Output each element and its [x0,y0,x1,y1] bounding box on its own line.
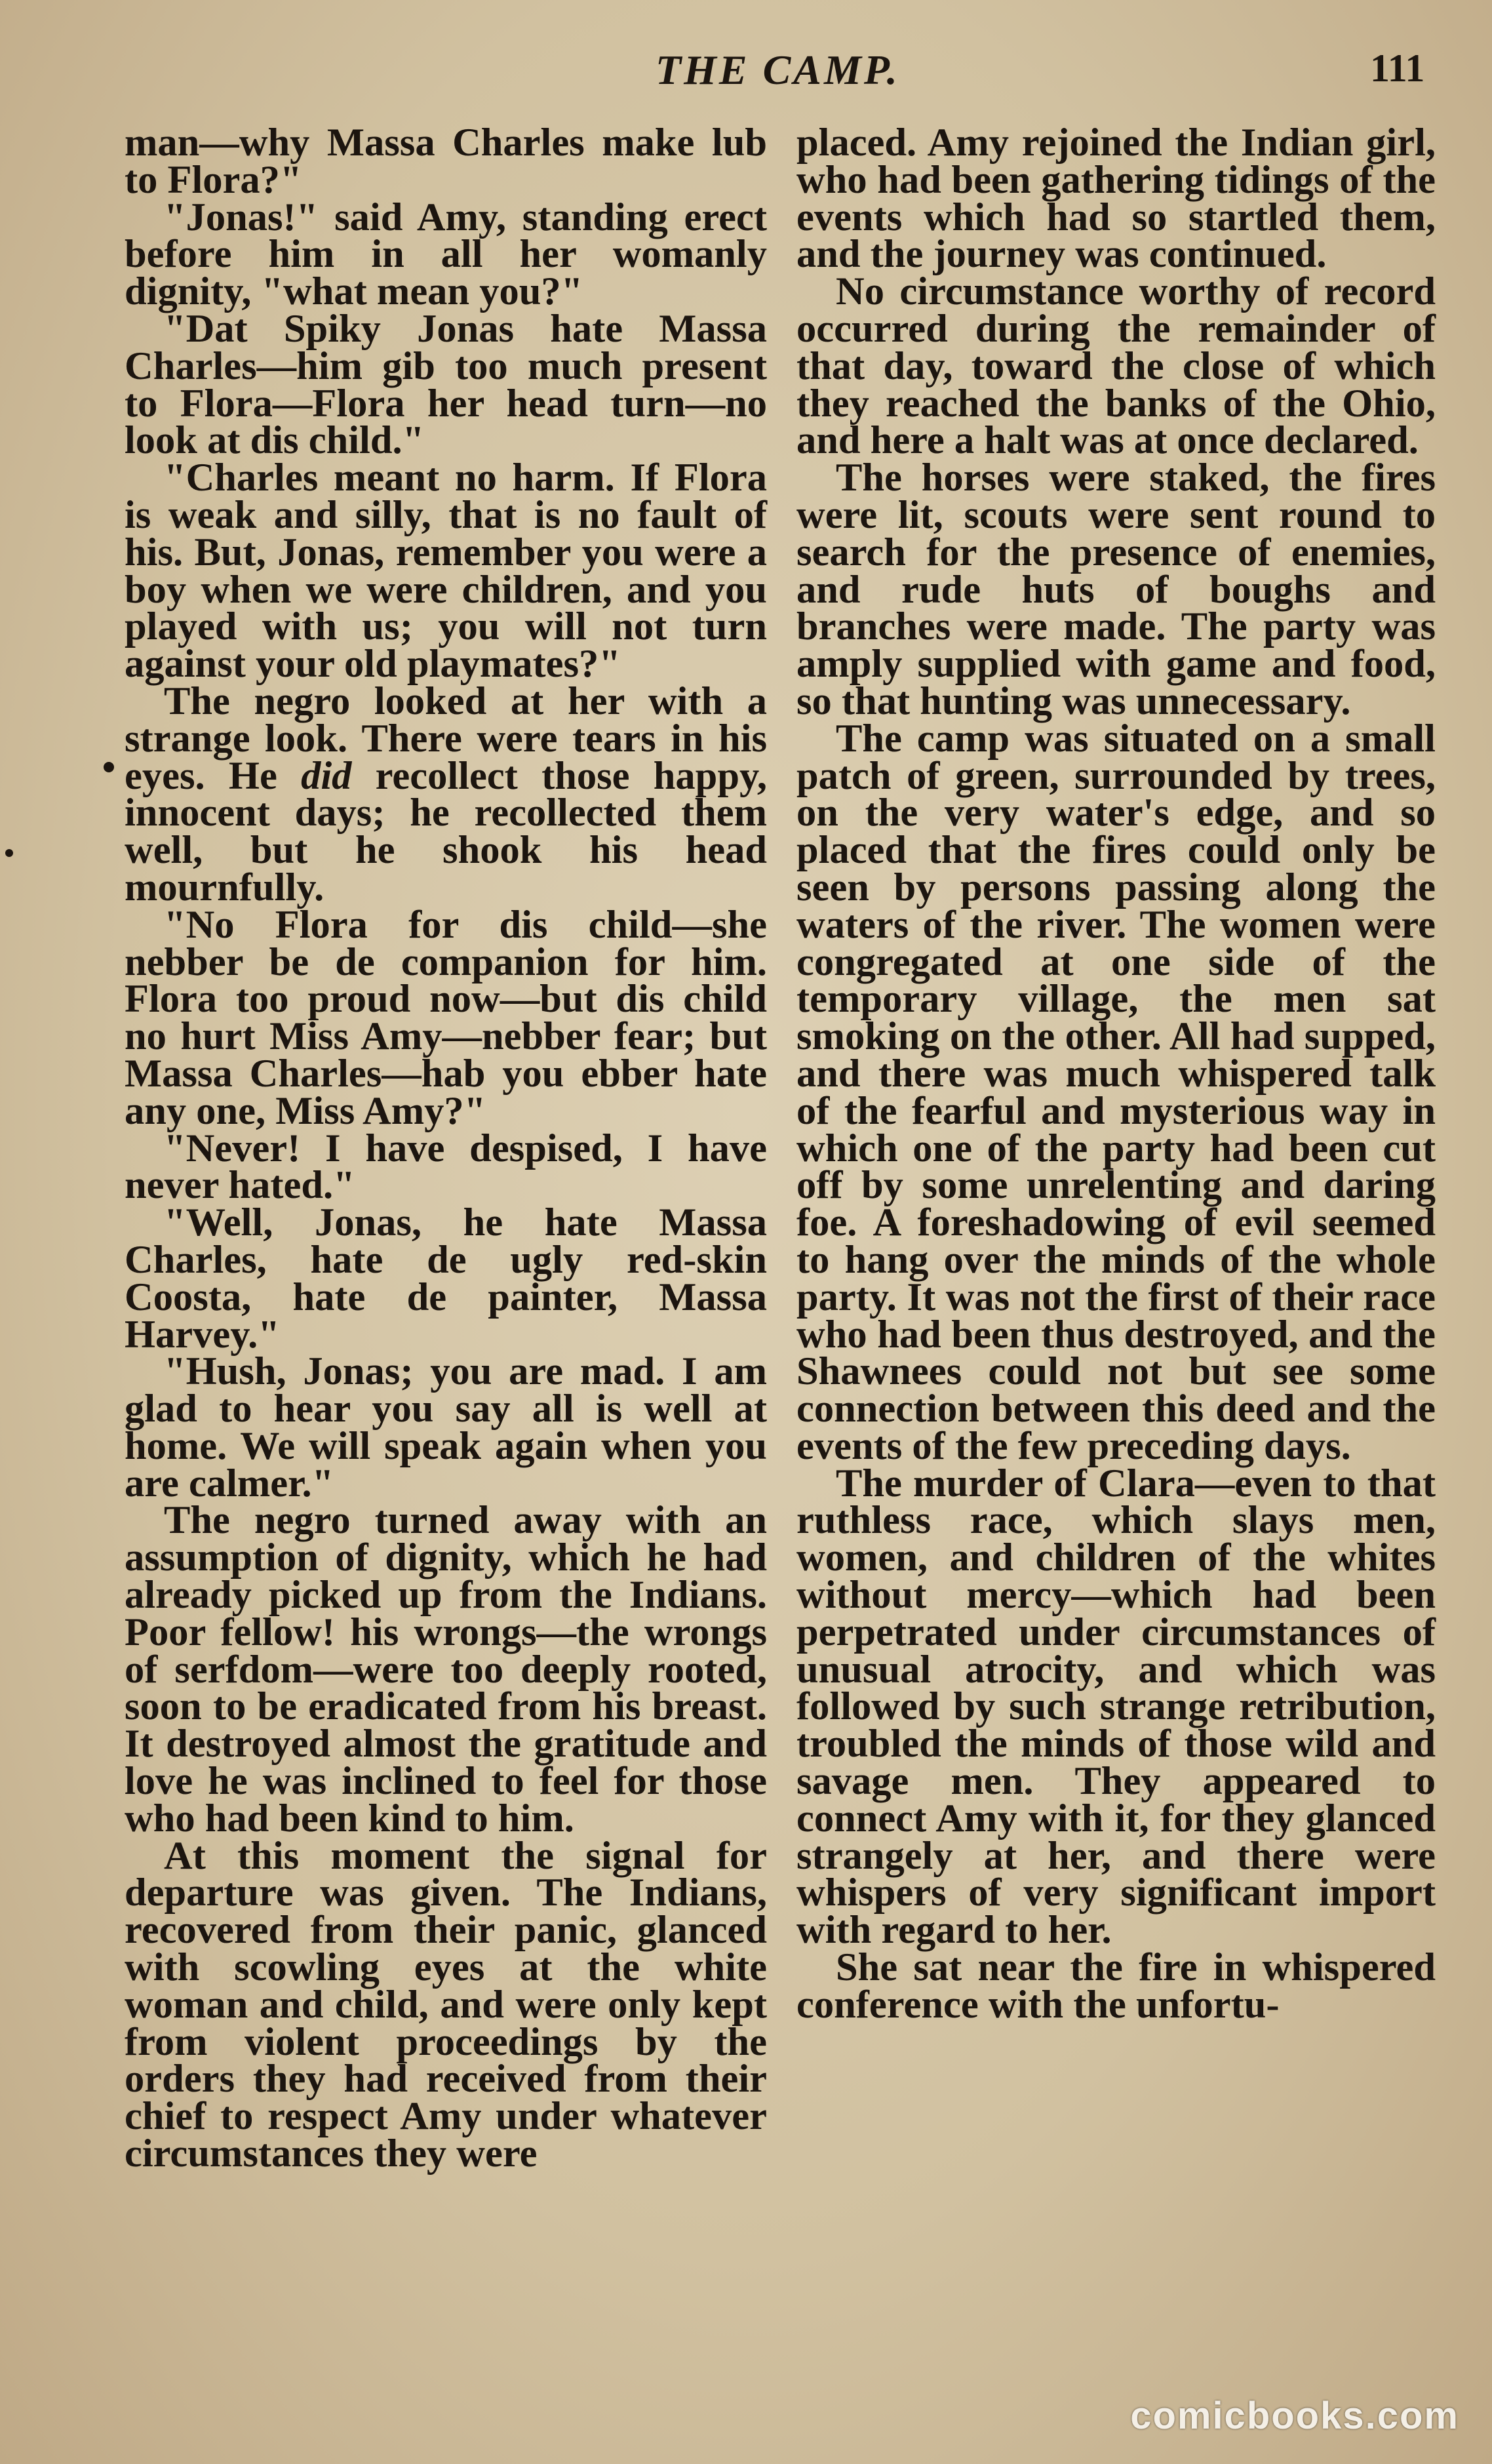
paragraph: No circumstance worthy of record occurred during the remainder of that day, toward the close of which they reached the banks of the Ohio, and here a halt was at once declared. [796,269,1436,463]
left-text-column [125,121,767,2176]
paragraph: "Jonas!" said Amy, standing erect before him in all her womanly dignity, "what mean you?" [125,195,767,314]
paragraph: "Charles meant no harm. If Flora is weak and silly, that is no fault of his. But, Jonas, remember you were a boy when we were children, and you played with us; you will not turn against your old playmates?" [125,456,767,686]
paragraph: The horses were staked, the fires were lit, scouts were sent round to search for the presence of enemies, and rude huts of boughs and branches were made. The party was amply supplied with game and food, so that hunting was unnecessary. [796,456,1436,723]
paragraph: placed. Amy rejoined the Indian girl, who had been gathering tidings of the events which had so startled them, and the journey was continued. [796,121,1436,277]
paragraph: "Dat Spiky Jonas hate Massa Charles—him gib too much present to Flora—Flora her head turn—no look at dis child." [125,306,767,463]
paragraph: "Never! I have despised, I have never hated." [125,1126,767,1208]
paragraph: The negro looked at her with a strange look. There were tears in his eyes. He did recollect those happy, innocent days; he recollected them well, but he shook his head mournfully. [125,679,767,909]
paragraph: The camp was situated on a small patch of green, surrounded by trees, on the very water's edge, and so placed that the fires could only be seen by persons passing along the waters of the river. The women were congregated at one side of the temporary village, the men sat smoking on the other. All had supped, and there was much whispered talk of the fearful and mysterious way in which one of the party had been cut off by some unrelenting and daring foe. A foreshadowing of evil seemed to hang over the minds of the whole party. It was not the first of their race who had been thus destroyed, and the Shawnees could not but see some connection between this deed and the events of the few preceding days. [796,716,1436,1468]
watermark: comicbooks.com [1130,2394,1459,2437]
page-number: 111 [1370,47,1425,90]
paragraph: She sat near the fire in whispered conference with the unfortu- [796,1945,1436,2027]
paragraph: "No Flora for dis child—she nebber be de companion for him. Flora too proud now—but dis child no hurt Miss Amy—nebber fear; but Massa Charles—hab you ebber hate any one, Miss Amy?" [125,902,767,1133]
page-header [0,34,1492,106]
ink-spot [104,762,114,772]
paragraph: The murder of Clara—even to that ruthless race, which slays men, women, and children of the whites without mercy—which had been perpetrated under circumstances of unusual atrocity, and which was followed by such strange retribution, troubled the minds of those wild and savage men. They appeared to connect Amy with it, for they glanced strangely at her, and there were whispers of very significant import with regard to her. [796,1461,1436,1953]
right-text-column [796,121,1436,2027]
paragraph: "Well, Jonas, he hate Massa Charles, hate de ugly red-skin Coosta, hate de painter, Massa Harvey." [125,1201,767,1357]
ink-spot [5,849,13,857]
paragraph: The negro turned away with an assumption of dignity, which he had already picked up from the Indians. Poor fellow! his wrongs—the wrongs of serfdom—were too deeply rooted, soon to be eradicated from his breast. It destroyed almost the gratitude and love he was inclined to feel for those who had been kind to him. [125,1498,767,1840]
paragraph: man—why Massa Charles make lub to Flora?" [125,121,767,202]
paragraph: "Hush, Jonas; you are mad. I am glad to hear you say all is well at home. We will speak again when you are calmer." [125,1349,767,1505]
paragraph: At this moment the signal for departure was given. The Indians, recovered from their panic, glanced with scowling eyes at the white woman and child, and were only kept from violent proceedings by the orders they had received from their chief to respect Amy under whatever circumstances they were [125,1833,767,2176]
running-title: THE CAMP. [656,47,900,93]
